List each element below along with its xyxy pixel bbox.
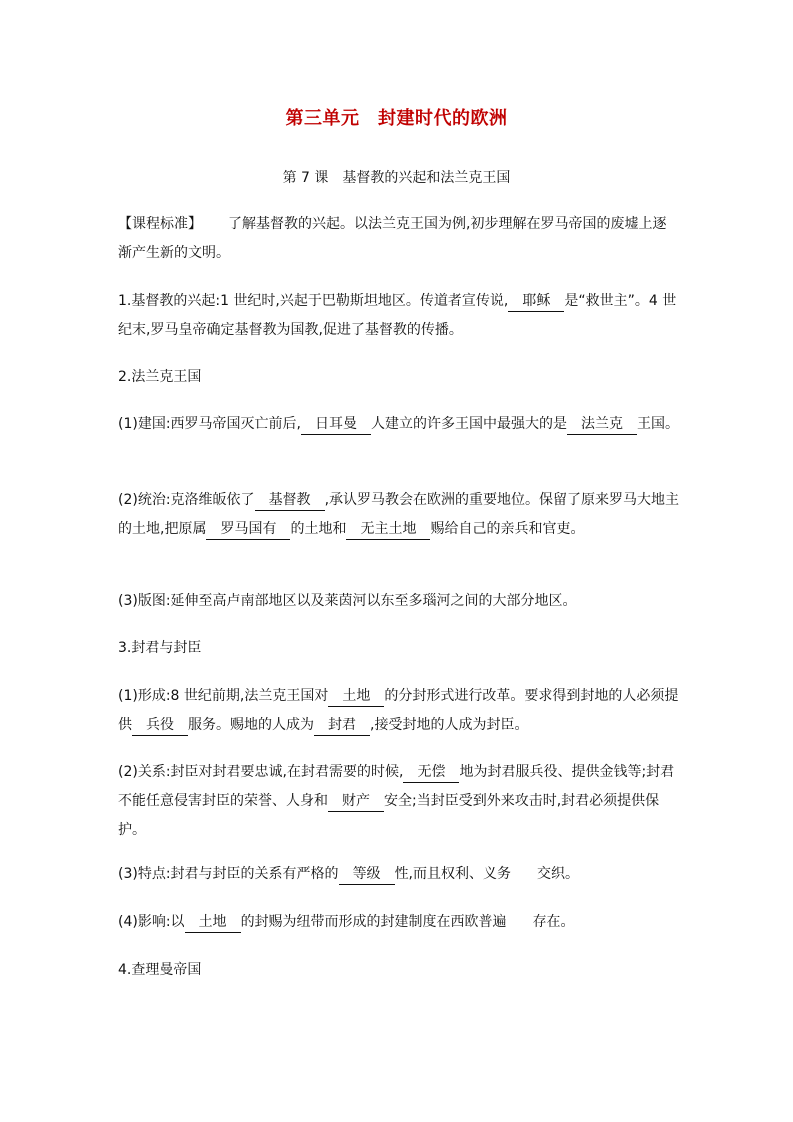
- section-2-2-rule: (2)统治:克洛维皈依了 基督教 ,承认罗马教会在欧洲的重要地位。保留了原来罗马大地主的土地,把原属 罗马国有 的土地和 无主土地 赐给自己的亲兵和官吏。: [118, 486, 680, 544]
- unit-title: 第三单元 封建时代的欧洲: [285, 108, 508, 129]
- section-1-christianity: 1.基督教的兴起:1 世纪时,兴起于巴勒斯坦地区。传道者宣传说, 耶稣 是“救世主”。4 世纪末,罗马皇帝确定基督教为国教,促进了基督教的传播。: [118, 293, 677, 338]
- blank-answer: 兵役: [132, 715, 188, 736]
- blank-answer: 无主土地: [346, 519, 430, 540]
- section-2-heading: 2.法兰克王国: [118, 369, 202, 385]
- section-2-1-founding: (1)建国:西罗马帝国灭亡前后, 日耳曼 人建立的许多王国中最强大的是 法兰克 王国。: [118, 410, 680, 439]
- lesson-title: 第 7 课 基督教的兴起和法兰克王国: [282, 170, 511, 186]
- blank-answer: 罗马国有: [206, 519, 290, 540]
- blank-answer: 法兰克: [567, 414, 637, 435]
- course-standard-label: 【课程标准】: [118, 216, 202, 232]
- blank-answer: 基督教: [255, 490, 325, 511]
- section-3-4-impact: (4)影响:以 土地 的封赐为纽带而形成的封建制度在西欧普遍 存在。: [118, 908, 680, 937]
- section-3-3-features: (3)特点:封君与封臣的关系有严格的 等级 性,而且权利、义务 交织。: [118, 860, 680, 889]
- section-3-1-formation: (1)形成:8 世纪前期,法兰克王国对 土地 的分封形式进行改革。要求得到封地的人必须提供 兵役 服务。赐地的人成为 封君 ,接受封地的人成为封臣。: [118, 682, 680, 740]
- section-2-3-territory: (3)版图:延伸至高卢南部地区以及莱茵河以东至多瑙河之间的大部分地区。: [118, 593, 577, 609]
- blank-answer: 封君: [314, 715, 370, 736]
- blank-answer: 等级: [339, 864, 395, 885]
- section-3-2-relationship: (2)关系:封臣对封君要忠诚,在封君需要的时候, 无偿 地为封君服兵役、提供金钱等;封君不能任意侵害封臣的荣誉、人身和 财产 安全;当封臣受到外来攻击时,封君必须提供保护。: [118, 764, 675, 838]
- blank-answer: 财产: [328, 791, 384, 812]
- blank-answer: 土地: [328, 686, 384, 707]
- section-4-heading: 4.查理曼帝国: [118, 962, 202, 978]
- blank-answer: 土地: [185, 912, 241, 933]
- course-standard: [118, 210, 680, 268]
- section-3-heading: 3.封君与封臣: [118, 640, 202, 656]
- blank-answer: 耶稣: [508, 291, 564, 312]
- course-standard-text: 了解基督教的兴起。以法兰克王国为例,初步理解在罗马帝国的废墟上逐渐产生新的文明。: [118, 216, 667, 261]
- blank-answer: 日耳曼: [301, 414, 371, 435]
- blank-answer: 无偿: [403, 762, 459, 783]
